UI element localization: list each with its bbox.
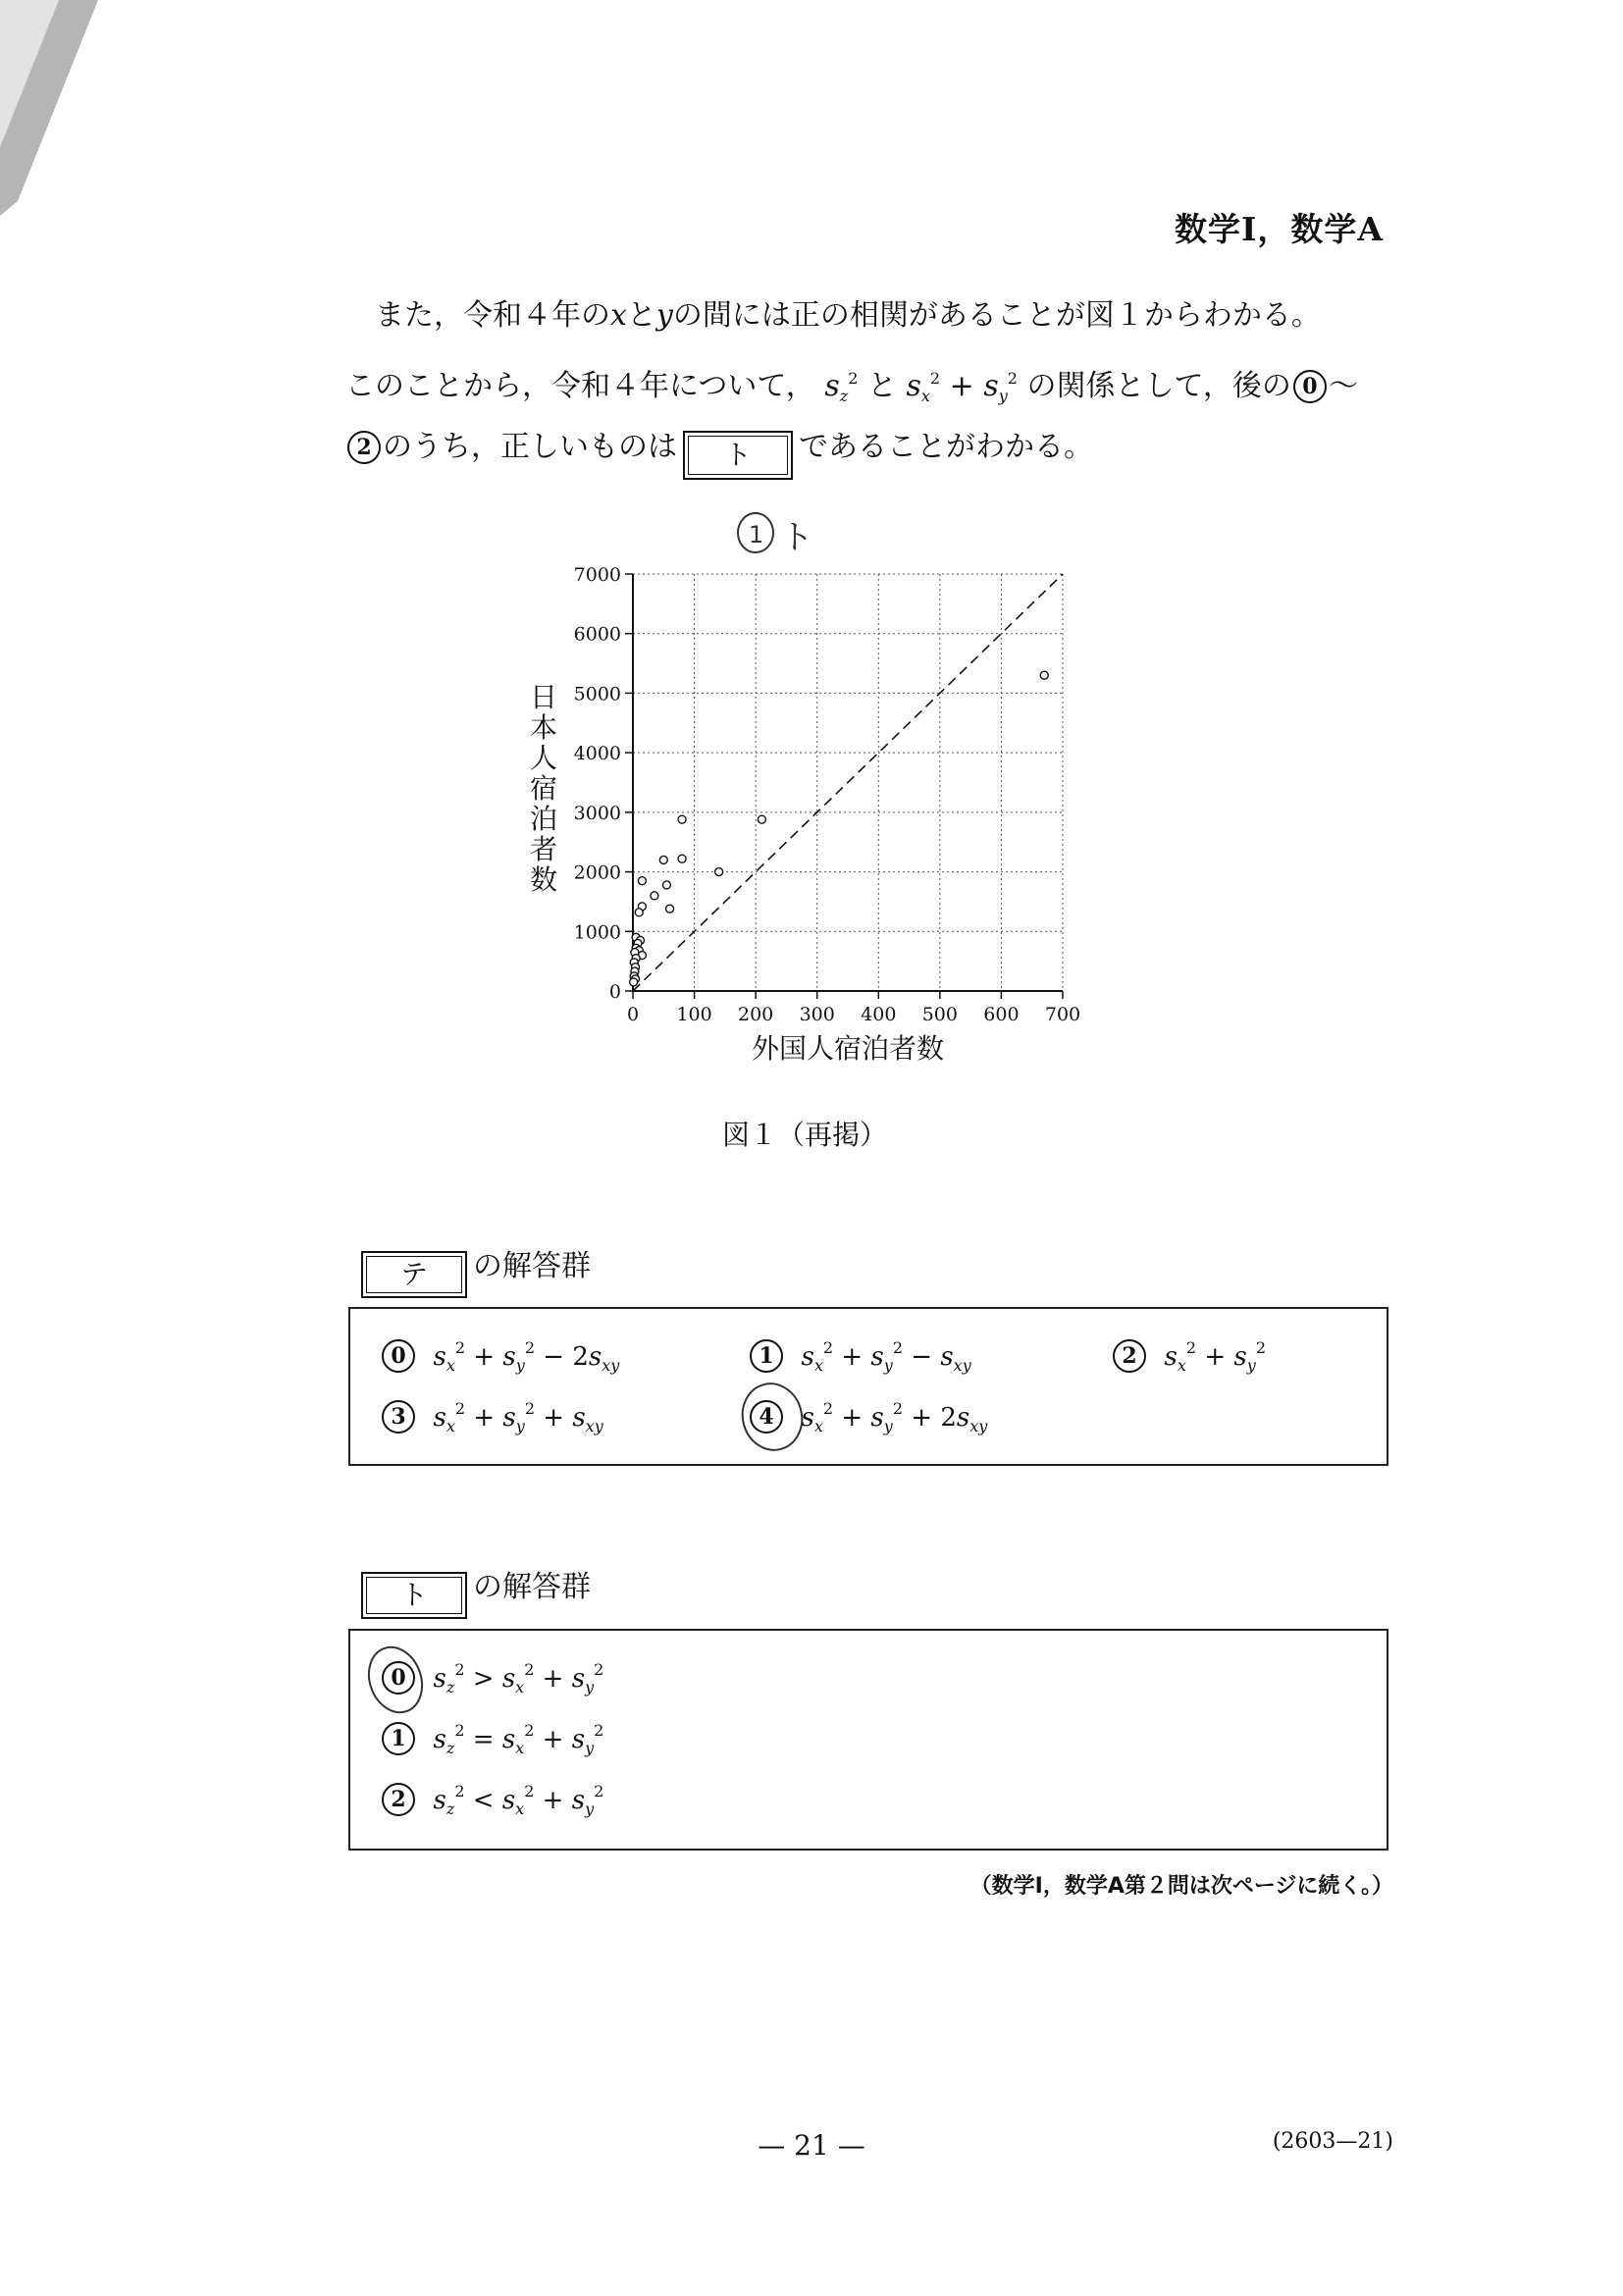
choice-to-2[interactable]: 2 $s_z^2 < s_x^2 + s_y^2$	[380, 1782, 603, 1818]
data-point	[758, 815, 765, 823]
choice-te-4[interactable]: 4 $s_x^2 + s_y^2 + 2s_{xy}$	[748, 1399, 987, 1435]
x-axis-label: 外国人宿泊者数	[751, 1032, 945, 1065]
data-point	[715, 868, 723, 876]
choice-to-0[interactable]: 0 $s_z^2 > s_x^2 + s_y^2$	[380, 1660, 603, 1696]
figure-caption: 図１（再掲）	[721, 1119, 887, 1151]
y-tick-label: 3000	[573, 802, 621, 824]
reference-line	[633, 574, 1063, 991]
y-axis-label-char: 宿	[529, 772, 558, 805]
y-tick-label: 7000	[573, 564, 621, 586]
data-point	[638, 877, 646, 885]
x-tick-label: 400	[861, 1004, 897, 1025]
answer-group-to-label: ト の解答群	[355, 1562, 591, 1619]
data-point	[1040, 671, 1048, 679]
answer-choices-to	[348, 1629, 1388, 1851]
handwritten-circle-te-4	[733, 1378, 812, 1456]
y-axis-label-char: 数	[529, 863, 558, 896]
y-axis-label-char: 者	[529, 833, 558, 865]
handwritten-circle-to-0	[358, 1641, 437, 1719]
choice-to-1[interactable]: 1 $s_z^2 = s_x^2 + s_y^2$	[380, 1721, 603, 1757]
handwritten-text: ト	[780, 518, 813, 557]
x-tick-label: 0	[626, 1004, 640, 1025]
y-axis-label-char: 本	[529, 711, 558, 744]
choice-te-1[interactable]: 1 $s_x^2 + s_y^2 - s_{xy}$	[748, 1338, 971, 1375]
y-tick-label: 4000	[573, 743, 621, 765]
continuation-note: （数学Ⅰ，数学A第２問は次ページに続く。）	[969, 1874, 1393, 1899]
answer-box-te[interactable]: テ	[361, 1251, 467, 1298]
choice-te-2[interactable]: 2 $s_x^2 + s_y^2$	[1111, 1338, 1266, 1375]
page-code: (2603—21)	[1272, 2129, 1393, 2154]
choice-number-2: 2	[347, 431, 381, 464]
x-tick-label: 700	[1044, 1004, 1081, 1025]
scatter-chart	[520, 554, 1099, 1104]
y-tick-label: 5000	[573, 683, 621, 705]
x-tick-label: 500	[921, 1004, 958, 1025]
data-point	[635, 909, 643, 916]
scan-corner-mark	[0, 0, 108, 216]
y-axis-label-char: 人	[529, 742, 558, 774]
data-point	[630, 978, 638, 986]
choice-te-3[interactable]: 3 $s_x^2 + s_y^2 + s_{xy}$	[380, 1399, 603, 1435]
y-tick-label: 2000	[573, 861, 621, 884]
choice-number-0: 0	[1293, 370, 1327, 403]
data-point	[666, 905, 674, 913]
choice-te-0[interactable]: 0 $s_x^2 + s_y^2 - 2s_{xy}$	[380, 1338, 619, 1375]
answer-group-te-label: テ の解答群	[355, 1241, 591, 1298]
data-point	[659, 856, 667, 863]
data-point	[662, 881, 670, 889]
x-tick-label: 100	[676, 1004, 712, 1025]
x-tick-label: 200	[738, 1004, 774, 1025]
y-axis-label-char: 日	[529, 681, 558, 713]
answer-box-to[interactable]: ト	[683, 431, 793, 480]
question-line-2: このことから，令和４年について， $s_z^2$ と $s_x^2 + s_y^2$ の関係として，後の 0 〜	[345, 369, 1358, 405]
question-line-3: 2 のうち，正しいものは ト であることがわかる。	[345, 428, 1386, 480]
y-axis-label-char: 泊	[529, 803, 558, 835]
y-tick-label: 1000	[573, 921, 621, 944]
x-tick-label: 600	[983, 1004, 1020, 1025]
data-point	[651, 892, 658, 900]
y-tick-label: 6000	[573, 623, 621, 646]
data-point	[678, 815, 686, 823]
answer-choices-te	[348, 1307, 1388, 1466]
x-tick-label: 300	[799, 1004, 835, 1025]
handwritten-mark: 1	[749, 521, 764, 548]
page-number: — 21 —	[758, 2129, 865, 2162]
subject-header: 数学Ⅰ，数学A	[1174, 210, 1384, 248]
data-point	[678, 855, 686, 862]
question-line-1: また，令和４年のxとyの間には正の相関があることが図１からわかる。	[375, 298, 1321, 333]
answer-box-to-group[interactable]: ト	[361, 1572, 467, 1619]
y-tick-label: 0	[608, 981, 621, 1003]
